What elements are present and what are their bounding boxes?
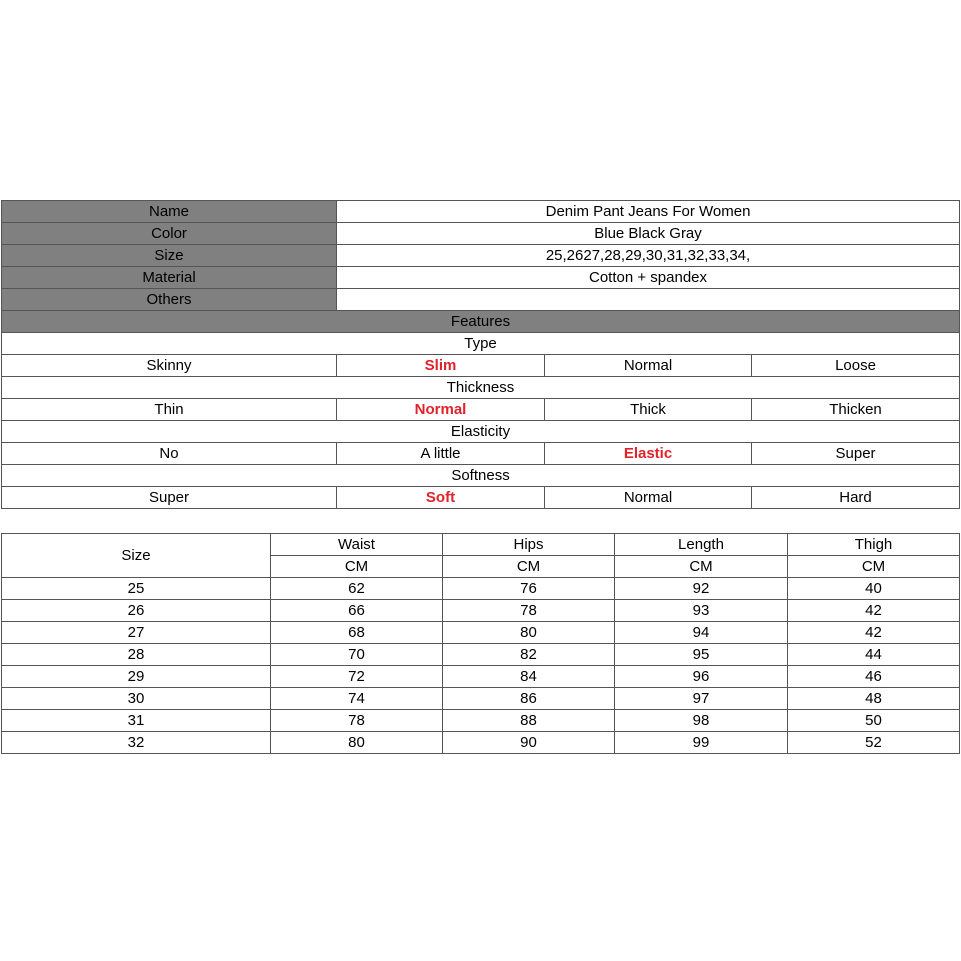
measurement-cell: 42 [788,600,960,622]
measurement-cell: 80 [271,732,443,754]
features-title: Features [2,311,960,333]
table-row [2,666,960,688]
measurement-cell: 88 [443,710,615,732]
info-value: Denim Pant Jeans For Women [337,201,960,223]
measurement-cell: 99 [615,732,788,754]
measurement-cell: 62 [271,578,443,600]
measurement-cell: 96 [615,666,788,688]
feature-option: Super [752,443,960,465]
table-row [2,688,960,710]
measurement-cell: 86 [443,688,615,710]
unit-label: CM [788,556,960,578]
table-row [2,732,960,754]
measurement-cell: 94 [615,622,788,644]
feature-option: Normal [545,487,752,509]
size-cell: 32 [2,732,271,754]
measurement-cell: 52 [788,732,960,754]
feature-title-row [2,333,960,355]
info-value: Cotton + spandex [337,267,960,289]
feature-option: Thin [2,399,337,421]
table-row [2,710,960,732]
table-row [2,622,960,644]
feature-option: Super [2,487,337,509]
size-chart-table [1,533,960,754]
size-chart-header-row [2,534,960,556]
feature-title: Softness [2,465,960,487]
feature-option-selected: Normal [337,399,545,421]
size-cell: 26 [2,600,271,622]
unit-label: CM [615,556,788,578]
feature-options-row [2,399,960,421]
measurement-cell: 80 [443,622,615,644]
feature-title-row [2,465,960,487]
size-cell: 31 [2,710,271,732]
column-header-thigh: Thigh [788,534,960,556]
measurement-cell: 50 [788,710,960,732]
measurement-cell: 97 [615,688,788,710]
feature-option: Normal [545,355,752,377]
measurement-cell: 92 [615,578,788,600]
feature-option: Loose [752,355,960,377]
size-cell: 27 [2,622,271,644]
measurement-cell: 98 [615,710,788,732]
measurement-cell: 40 [788,578,960,600]
info-row-name [2,201,960,223]
measurement-cell: 72 [271,666,443,688]
info-row-material [2,267,960,289]
feature-options-row [2,487,960,509]
info-label: Size [2,245,337,267]
feature-option: Hard [752,487,960,509]
measurement-cell: 78 [271,710,443,732]
feature-options-row [2,443,960,465]
measurement-cell: 66 [271,600,443,622]
column-header-waist: Waist [271,534,443,556]
size-header: Size [2,534,271,578]
info-value [337,289,960,311]
info-label: Name [2,201,337,223]
measurement-cell: 46 [788,666,960,688]
info-label: Color [2,223,337,245]
feature-title-row [2,421,960,443]
feature-title: Elasticity [2,421,960,443]
column-header-length: Length [615,534,788,556]
info-value: 25,2627,28,29,30,31,32,33,34, [337,245,960,267]
info-row-size [2,245,960,267]
measurement-cell: 68 [271,622,443,644]
measurement-cell: 42 [788,622,960,644]
table-row [2,600,960,622]
feature-option: Thicken [752,399,960,421]
size-cell: 29 [2,666,271,688]
feature-option: No [2,443,337,465]
feature-title: Thickness [2,377,960,399]
feature-option: Skinny [2,355,337,377]
size-cell: 30 [2,688,271,710]
measurement-cell: 74 [271,688,443,710]
column-header-hips: Hips [443,534,615,556]
feature-options-row [2,355,960,377]
features-header-row [2,311,960,333]
measurement-cell: 90 [443,732,615,754]
unit-label: CM [443,556,615,578]
feature-title: Type [2,333,960,355]
measurement-cell: 70 [271,644,443,666]
measurement-cell: 95 [615,644,788,666]
feature-option-selected: Slim [337,355,545,377]
info-row-color [2,223,960,245]
table-row [2,644,960,666]
info-label: Material [2,267,337,289]
measurement-cell: 82 [443,644,615,666]
product-info-table [1,200,960,509]
unit-label: CM [271,556,443,578]
size-cell: 25 [2,578,271,600]
measurement-cell: 48 [788,688,960,710]
measurement-cell: 78 [443,600,615,622]
info-value: Blue Black Gray [337,223,960,245]
info-label: Others [2,289,337,311]
size-cell: 28 [2,644,271,666]
feature-option-selected: Elastic [545,443,752,465]
feature-option: A little [337,443,545,465]
measurement-cell: 93 [615,600,788,622]
measurement-cell: 84 [443,666,615,688]
feature-option: Thick [545,399,752,421]
measurement-cell: 44 [788,644,960,666]
table-row [2,578,960,600]
info-row-others [2,289,960,311]
feature-option-selected: Soft [337,487,545,509]
measurement-cell: 76 [443,578,615,600]
feature-title-row [2,377,960,399]
